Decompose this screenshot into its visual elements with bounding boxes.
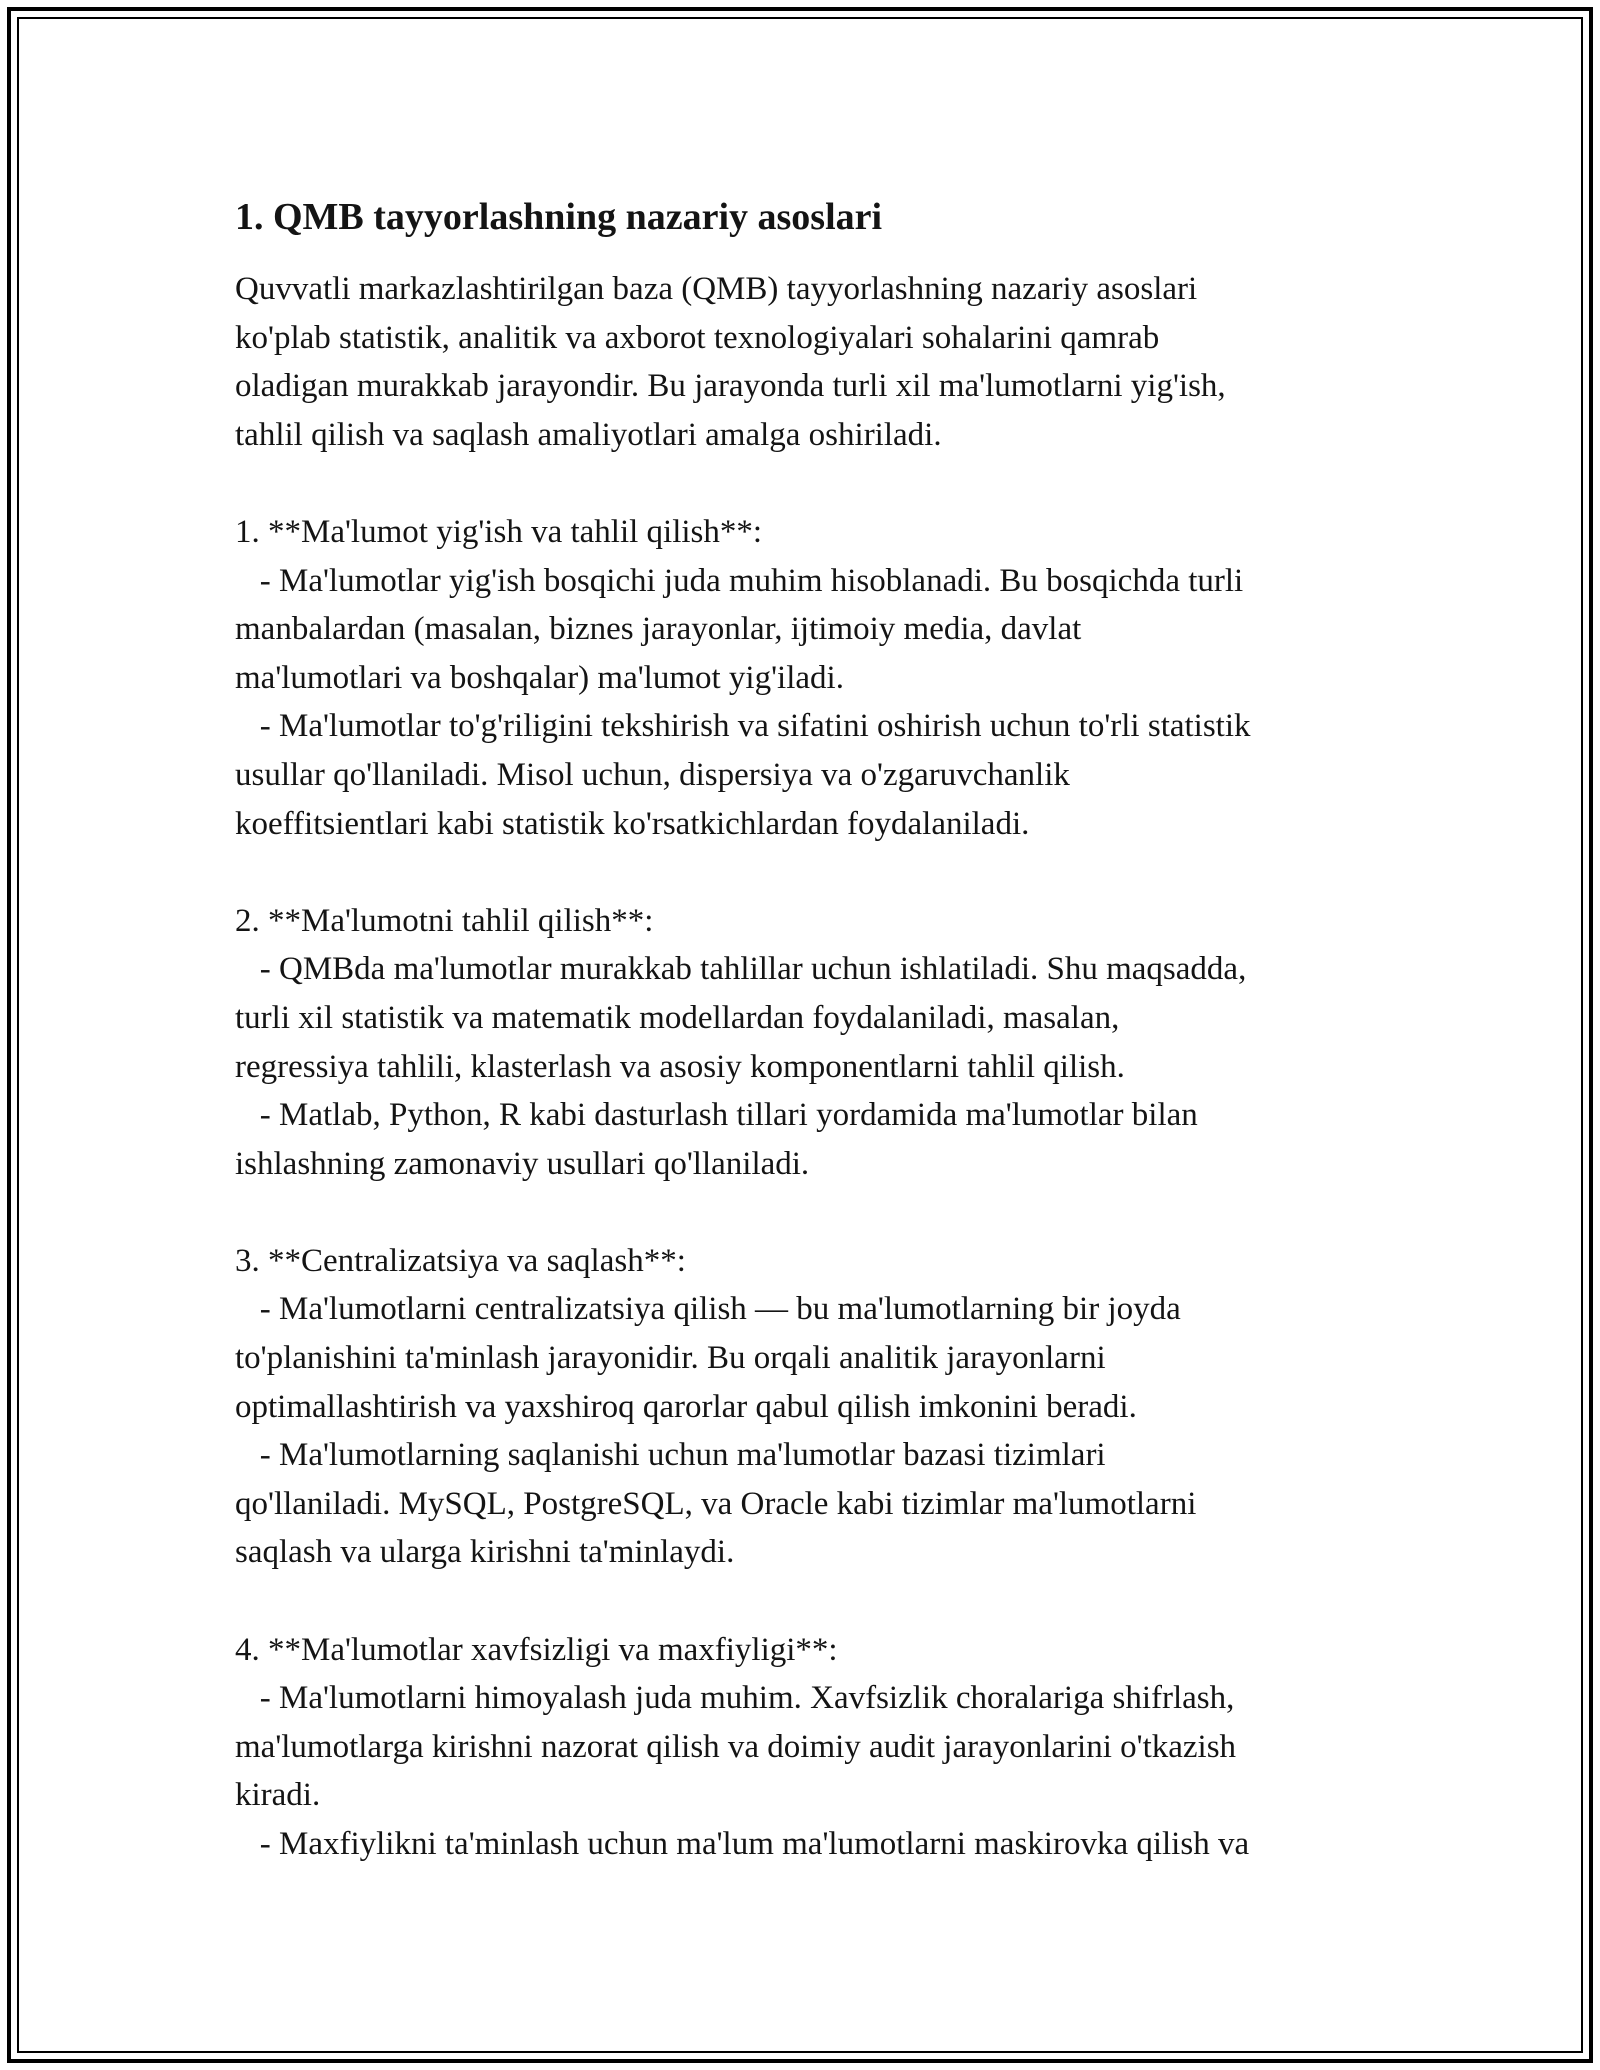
paragraph-spacer bbox=[235, 459, 1395, 508]
intro-line: Quvvatli markazlashtirilgan baza (QMB) tayyorlashning nazariy asoslari bbox=[235, 271, 1198, 307]
section-title: 3. **Centralizatsiya va saqlash**: bbox=[235, 1242, 686, 1279]
section-line: manbalardan (masalan, biznes jarayonlar, ijtimoiy media, davlat bbox=[235, 611, 1082, 648]
paragraph-spacer bbox=[235, 1577, 1395, 1626]
section-line: to'planishini ta'minlash jarayonidir. Bu orqali analitik jarayonlarni bbox=[235, 1340, 1106, 1377]
section-line: regressiya tahlili, klasterlash va asosiy komponentlarni tahlil qilish. bbox=[235, 1048, 1125, 1085]
section-line: - Maxfiylikni ta'minlash uchun ma'lum ma'lumotlarni maskirovka qilish va bbox=[235, 1826, 1250, 1862]
section-title: 2. **Ma'lumotni tahlil qilish**: bbox=[235, 902, 654, 939]
intro-line: oladigan murakkab jarayondir. Bu jarayonda turli xil ma'lumotlarni yig'ish, bbox=[235, 368, 1226, 405]
intro-paragraph bbox=[235, 265, 1395, 459]
section-line: - Ma'lumotlar to'g'riligini tekshirish va sifatini oshirish uchun to'rli statistik bbox=[235, 708, 1251, 745]
paragraph-spacer bbox=[235, 848, 1395, 897]
section-centralization bbox=[235, 1237, 1395, 1577]
section-line: - Ma'lumotlarning saqlanishi uchun ma'lumotlar bazasi tizimlari bbox=[235, 1437, 1106, 1474]
section-line: saqlash va ularga kirishni ta'minlaydi. bbox=[235, 1534, 735, 1571]
section-line: ishlashning zamonaviy usullari qo'llaniladi. bbox=[235, 1145, 810, 1182]
page-title: 1. QMB tayyorlashning nazariy asoslari bbox=[235, 196, 883, 238]
section-line: - QMBda ma'lumotlar murakkab tahlillar uchun ishlatiladi. Shu maqsadda, bbox=[235, 951, 1247, 988]
section-title: 1. **Ma'lumot yig'ish va tahlil qilish**: bbox=[235, 513, 763, 550]
section-line: koeffitsientlari kabi statistik ko'rsatkichlardan foydalaniladi. bbox=[235, 805, 1030, 842]
document-body bbox=[235, 180, 1395, 1869]
section-line: qo'llaniladi. MySQL, PostgreSQL, va Oracle kabi tizimlar ma'lumotlarni bbox=[235, 1485, 1197, 1522]
intro-line: ko'plab statistik, analitik va axborot texnologiyalari sohalarini qamrab bbox=[235, 319, 1160, 356]
section-line: optimallashtirish va yaxshiroq qarorlar qabul qilish imkonini beradi. bbox=[235, 1388, 1137, 1425]
section-line: usullar qo'llaniladi. Misol uchun, dispersiya va o'zgaruvchanlik bbox=[235, 756, 1070, 793]
section-line: - Ma'lumotlar yig'ish bosqichi juda muhim hisoblanadi. Bu bosqichda turli bbox=[235, 562, 1244, 599]
section-line: kiradi. bbox=[235, 1777, 321, 1814]
section-data-analysis bbox=[235, 897, 1395, 1189]
section-security bbox=[235, 1626, 1395, 1869]
section-line: - Matlab, Python, R kabi dasturlash tillari yordamida ma'lumotlar bilan bbox=[235, 1097, 1198, 1134]
section-title: 4. **Ma'lumotlar xavfsizligi va maxfiyligi**: bbox=[235, 1631, 838, 1668]
section-line: - Ma'lumotlarni himoyalash juda muhim. Xavfsizlik choralariga shifrlash, bbox=[235, 1680, 1235, 1717]
section-data-collection bbox=[235, 508, 1395, 848]
section-line: ma'lumotlari va boshqalar) ma'lumot yig'iladi. bbox=[235, 659, 844, 696]
section-line: ma'lumotlarga kirishni nazorat qilish va doimiy audit jarayonlarini o'tkazish bbox=[235, 1728, 1237, 1765]
intro-line: tahlil qilish va saqlash amaliyotlari amalga oshiriladi. bbox=[235, 416, 942, 453]
paragraph-spacer bbox=[235, 1188, 1395, 1237]
section-line: - Ma'lumotlarni centralizatsiya qilish — bu ma'lumotlarning bir joyda bbox=[235, 1291, 1181, 1328]
section-line: turli xil statistik va matematik modellardan foydalaniladi, masalan, bbox=[235, 999, 1120, 1036]
